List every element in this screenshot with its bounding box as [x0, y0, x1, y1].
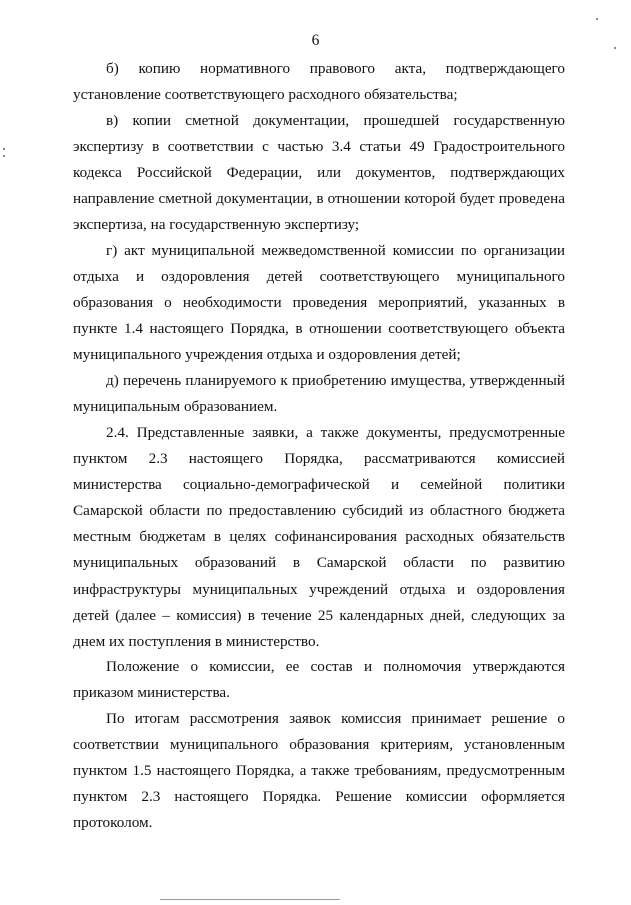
page-number: 6 [311, 32, 320, 49]
paragraph-b: б) копию нормативного правового акта, подтверждающего установление соответствующего расходного обязательства; [73, 60, 565, 104]
paragraph-2-4: 2.4. Представленные заявки, а также документы, предусмотренные пунктом 2.3 настоящего Порядка, рассматриваются комиссией министерства социально-демографической и семейной политики Самарской области по предоставлению субсидий из областного бюджета местным бюджетам в целях софинансирования расходных обязательств муниципальных образований в Самарской области по развитию инфраструктуры муниципальных учреждений отдыха и оздоровления детей (далее – комиссия) в течение 25 календарных дней, следующих за днем их поступления в министерство. [73, 424, 565, 650]
scan-edge-mark [160, 899, 340, 900]
paragraph-commission-regulation: Положение о комиссии, ее состав и полномочия утверждаются приказом министерства. [73, 658, 565, 702]
paragraph-v: в) копии сметной документации, прошедшей государственную экспертизу в соответствии с частью 3.4 статьи 49 Градостроительного кодекса Российской Федерации, или документов, подтверждающих направление сметной документации, в отношении которой будет проведена экспертиза, на государственную экспертизу; [73, 112, 565, 234]
paragraph-d: д) перечень планируемого к приобретению имущества, утвержденный муниципальным образованием. [73, 372, 565, 416]
paragraph-review-results: По итогам рассмотрения заявок комиссия принимает решение о соответствии муниципального образования критериям, установленным пунктом 1.5 настоящего Порядка, а также требованиям, предусмотренным пунктом 2.3 настоящего Порядка. Решение комиссии оформляется протоколом. [73, 710, 565, 832]
scan-speck [596, 18, 598, 20]
scan-speck [3, 148, 5, 150]
scan-speck [614, 47, 616, 49]
paragraph-g: г) акт муниципальной межведомственной комиссии по организации отдыха и оздоровления детей соответствующего муниципального образования о необходимости проведения мероприятий, указанных в пункте 1.4 настоящего Порядка, в отношении соответствующего объекта муниципального учреждения отдыха и оздоровления детей; [73, 242, 565, 364]
scan-speck [3, 155, 5, 157]
